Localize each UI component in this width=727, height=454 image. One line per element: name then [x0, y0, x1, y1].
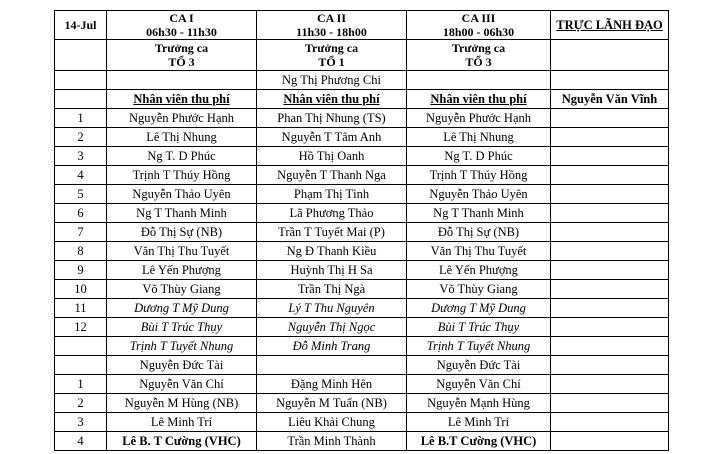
table-row — [55, 204, 669, 223]
shift2-header: CA II 11h30 - 18h00 — [257, 11, 407, 40]
shift3-staff-name: Bùi T Trúc Thụy — [407, 318, 551, 337]
table-row — [55, 223, 669, 242]
shift2-head-name: Ng Thị Phương Chi — [257, 71, 407, 90]
shift3-staff-name: Nguyễn Phước Hạnh — [407, 109, 551, 128]
shift1-staff-name: Trịnh T Tuyết Nhung — [107, 337, 257, 356]
empty-cell — [551, 356, 669, 375]
row-number: 9 — [55, 261, 107, 280]
shift2-staff-name: Phan Thị Nhung (TS) — [257, 109, 407, 128]
shift1-staff-name: Nguyễn Văn Chí — [107, 375, 257, 394]
shift1-staff-name: Văn Thị Thu Tuyết — [107, 242, 257, 261]
table-row — [55, 242, 669, 261]
shift2-staff-name: Trần T Tuyết Mai (P) — [257, 223, 407, 242]
shift3-team: Trưởng ca TỔ 3 — [407, 40, 551, 71]
empty-cell — [407, 71, 551, 90]
shift1-staff-name: Võ Thùy Giang — [107, 280, 257, 299]
row-number: 6 — [55, 204, 107, 223]
row-number: 3 — [55, 413, 107, 432]
shift1-staff-name: Dương T Mỹ Dung — [107, 299, 257, 318]
shift2-staff-name: Trần Thị Ngà — [257, 280, 407, 299]
shift-head-row — [55, 71, 669, 90]
shift3-staff-name: Ng T. D Phúc — [407, 147, 551, 166]
empty-cell — [55, 40, 107, 71]
empty-cell — [551, 432, 669, 451]
shift2-team: Trưởng ca TỔ 1 — [257, 40, 407, 71]
shift2-staff-name: Nguyễn Thị Ngọc — [257, 318, 407, 337]
shift1-staff-name: Đỗ Thị Sự (NB) — [107, 223, 257, 242]
table-row — [55, 375, 669, 394]
empty-cell — [551, 318, 669, 337]
table-row — [55, 299, 669, 318]
shift3-staff-name: Lê Minh Trí — [407, 413, 551, 432]
empty-cell — [551, 394, 669, 413]
shift2-staff-name: Đỗ Minh Trang — [257, 337, 407, 356]
shift2-staff-name — [257, 356, 407, 375]
shift2-staff-name: Hồ Thị Oanh — [257, 147, 407, 166]
table-row — [55, 413, 669, 432]
table-row — [55, 166, 669, 185]
empty-cell — [551, 166, 669, 185]
shift1-staff-name: Lê Yến Phượng — [107, 261, 257, 280]
shift2-staff-name: Nguyễn T Thanh Nga — [257, 166, 407, 185]
empty-cell — [551, 299, 669, 318]
table-row — [55, 432, 669, 451]
shift2-staff-name: Ng Đ Thanh Kiều — [257, 242, 407, 261]
empty-cell — [551, 71, 669, 90]
shift3-staff-name: Nguyễn Mạnh Hùng — [407, 394, 551, 413]
shift1-staff-name: Trịnh T Thúy Hồng — [107, 166, 257, 185]
row-number: 8 — [55, 242, 107, 261]
shift3-header: CA III 18h00 - 06h30 — [407, 11, 551, 40]
empty-cell — [551, 413, 669, 432]
shift3-staff-name: Văn Thị Thu Tuyết — [407, 242, 551, 261]
shift1-staff-name: Ng T. D Phúc — [107, 147, 257, 166]
shift3-staff-name: Ng T Thanh Minh — [407, 204, 551, 223]
shift1-staff-name: Bùi T Trúc Thụy — [107, 318, 257, 337]
empty-cell — [107, 71, 257, 90]
row-number: 4 — [55, 166, 107, 185]
row-number: 10 — [55, 280, 107, 299]
shift2-staff-name: Trần Minh Thành — [257, 432, 407, 451]
header-row — [55, 11, 669, 40]
empty-cell — [55, 71, 107, 90]
shift1-staff-name: Ng T Thanh Minh — [107, 204, 257, 223]
row-number: 5 — [55, 185, 107, 204]
empty-cell — [551, 147, 669, 166]
shift1-staff-name: Lê B. T Cường (VHC) — [107, 432, 257, 451]
empty-cell — [551, 280, 669, 299]
table-row — [55, 147, 669, 166]
row-number: 1 — [55, 109, 107, 128]
table-row — [55, 261, 669, 280]
table-row — [55, 109, 669, 128]
shift2-staff-name: Huỳnh Thị H Sa — [257, 261, 407, 280]
shift2-staff-name: Lý T Thu Nguyên — [257, 299, 407, 318]
shift3-staff-name: Lê B.T Cường (VHC) — [407, 432, 551, 451]
shift1-staff-name: Lê Minh Trí — [107, 413, 257, 432]
row-number: 2 — [55, 394, 107, 413]
shift1-staff-name: Nguyễn Phước Hạnh — [107, 109, 257, 128]
shift2-staff-name: Nguyễn M Tuấn (NB) — [257, 394, 407, 413]
shift2-staff-name: Phạm Thị Tình — [257, 185, 407, 204]
row-number: 2 — [55, 128, 107, 147]
roster-body — [55, 109, 669, 451]
date-cell: 14-Jul — [55, 11, 107, 40]
row-number: 11 — [55, 299, 107, 318]
shift3-staff-name: Lê Thị Nhung — [407, 128, 551, 147]
shift3-staff-name: Lê Yến Phượng — [407, 261, 551, 280]
shift3-staff-name: Nguyễn Thảo Uyên — [407, 185, 551, 204]
shift3-staff-label: Nhân viên thu phí — [407, 90, 551, 109]
empty-cell — [551, 128, 669, 147]
empty-cell — [551, 375, 669, 394]
shift3-staff-name: Nguyễn Đức Tài — [407, 356, 551, 375]
shift2-staff-name: Nguyễn T Tâm Anh — [257, 128, 407, 147]
row-number: 7 — [55, 223, 107, 242]
row-number: 1 — [55, 375, 107, 394]
empty-cell — [55, 90, 107, 109]
leader-header: TRỰC LÃNH ĐẠO — [551, 11, 669, 40]
empty-cell — [551, 40, 669, 71]
shift-roster-table — [54, 10, 669, 451]
shift3-staff-name: Đỗ Thị Sự (NB) — [407, 223, 551, 242]
row-number — [55, 337, 107, 356]
shift1-header: CA I 06h30 - 11h30 — [107, 11, 257, 40]
table-row — [55, 394, 669, 413]
shift1-staff-name: Nguyễn Đức Tài — [107, 356, 257, 375]
shift1-staff-name: Nguyễn M Hùng (NB) — [107, 394, 257, 413]
shift2-staff-name: Lã Phương Thảo — [257, 204, 407, 223]
empty-cell — [551, 337, 669, 356]
shift1-staff-name: Nguyễn Thảo Uyên — [107, 185, 257, 204]
row-number — [55, 356, 107, 375]
empty-cell — [551, 185, 669, 204]
empty-cell — [551, 261, 669, 280]
team-row — [55, 40, 669, 71]
shift3-staff-name: Nguyễn Văn Chí — [407, 375, 551, 394]
table-row — [55, 185, 669, 204]
shift1-staff-name: Lê Thị Nhung — [107, 128, 257, 147]
table-row — [55, 356, 669, 375]
table-row — [55, 337, 669, 356]
staff-label-row — [55, 90, 669, 109]
shift1-staff-label: Nhân viên thu phí — [107, 90, 257, 109]
shift2-staff-name: Liêu Khải Chung — [257, 413, 407, 432]
empty-cell — [551, 109, 669, 128]
table-row — [55, 318, 669, 337]
table-row — [55, 128, 669, 147]
shift3-staff-name: Trịnh T Tuyết Nhung — [407, 337, 551, 356]
shift3-staff-name: Dương T Mỹ Dung — [407, 299, 551, 318]
row-number: 12 — [55, 318, 107, 337]
table-row — [55, 280, 669, 299]
shift3-staff-name: Võ Thùy Giang — [407, 280, 551, 299]
empty-cell — [551, 223, 669, 242]
shift2-staff-label: Nhân viên thu phí — [257, 90, 407, 109]
shift2-staff-name: Đặng Minh Hên — [257, 375, 407, 394]
row-number: 4 — [55, 432, 107, 451]
shift3-staff-name: Trịnh T Thúy Hồng — [407, 166, 551, 185]
shift1-team: Trưởng ca TỔ 3 — [107, 40, 257, 71]
leader-name: Nguyễn Văn Vĩnh — [551, 90, 669, 109]
empty-cell — [551, 242, 669, 261]
empty-cell — [551, 204, 669, 223]
row-number: 3 — [55, 147, 107, 166]
